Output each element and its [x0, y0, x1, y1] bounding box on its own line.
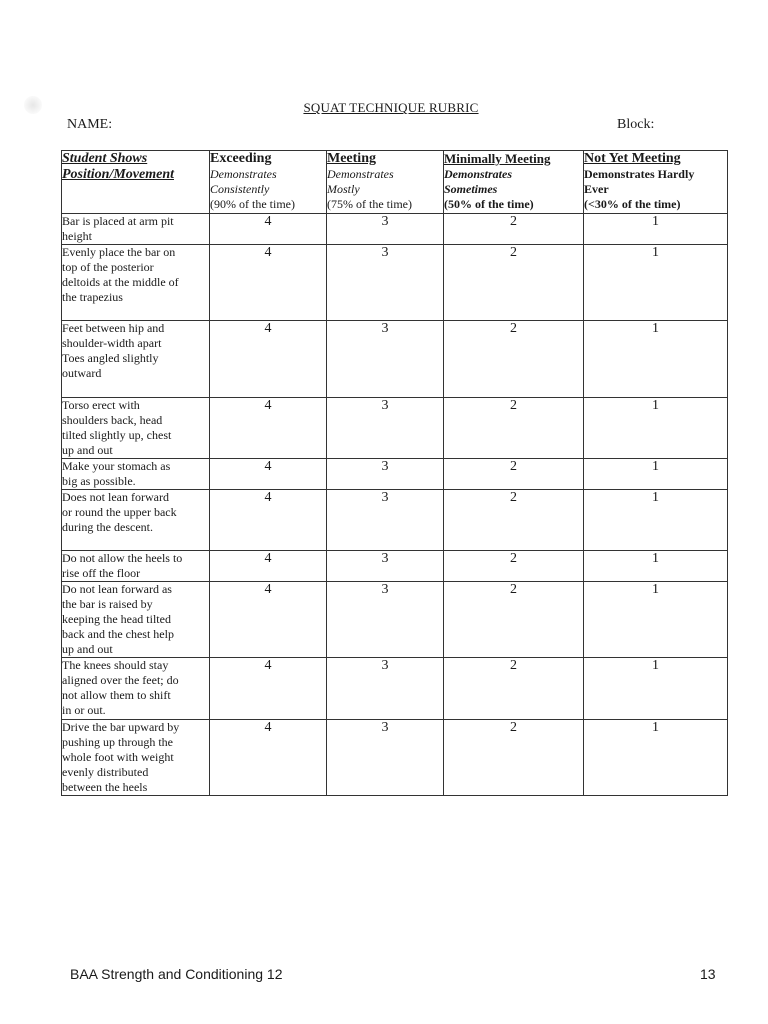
criterion-line: Make your stomach as: [62, 459, 171, 473]
rubric-header-row: [62, 151, 728, 214]
criterion-line: shoulders back, head: [62, 413, 163, 427]
score-cell: 2: [444, 582, 584, 658]
header-not-yet-meeting: [584, 151, 728, 214]
score-cell: 4: [210, 720, 327, 796]
criterion-cell: [62, 551, 210, 582]
criterion-line: pushing up through the: [62, 735, 173, 749]
score-cell: 1: [584, 321, 728, 398]
score-cell: 4: [210, 459, 327, 490]
score-cell: 1: [584, 582, 728, 658]
score-cell: 1: [584, 214, 728, 245]
score-cell: 1: [584, 658, 728, 720]
criterion-line: not allow them to shift: [62, 688, 171, 702]
criterion-line: height: [62, 229, 92, 243]
score-cell: 1: [584, 490, 728, 551]
score-cell: 2: [444, 490, 584, 551]
header-meeting: [327, 151, 444, 214]
criterion-cell: [62, 321, 210, 398]
rubric-body: [62, 214, 728, 796]
table-row: [62, 459, 728, 490]
header-title: Student Shows Position/Movement: [62, 151, 174, 182]
score-cell: 4: [210, 245, 327, 321]
criterion-line: the trapezius: [62, 290, 123, 304]
score-cell: 2: [444, 459, 584, 490]
criterion-cell: [62, 658, 210, 720]
footer-page-number: 13: [700, 966, 716, 982]
criterion-line: tilted slightly up, chest: [62, 428, 172, 442]
score-cell: 2: [444, 551, 584, 582]
table-row: [62, 490, 728, 551]
score-cell: 1: [584, 398, 728, 459]
criterion-line: Toes angled slightly: [62, 351, 159, 365]
table-row: [62, 398, 728, 459]
score-cell: 4: [210, 398, 327, 459]
header-criteria: [62, 151, 210, 214]
header-desc: Sometimes: [444, 182, 498, 196]
score-cell: 3: [327, 720, 444, 796]
header-title: Meeting: [327, 151, 376, 166]
table-row: [62, 720, 728, 796]
criterion-line: Do not lean forward as: [62, 582, 172, 596]
table-row: [62, 551, 728, 582]
name-label: NAME:: [67, 117, 113, 132]
header-title: Exceeding: [210, 151, 272, 166]
criterion-line: during the descent.: [62, 520, 153, 534]
score-cell: 2: [444, 321, 584, 398]
criterion-line: between the heels: [62, 780, 148, 794]
score-cell: 4: [210, 321, 327, 398]
header-exceeding: [210, 151, 327, 214]
header-desc: Demonstrates: [327, 167, 394, 181]
score-cell: 3: [327, 658, 444, 720]
criterion-cell: [62, 245, 210, 321]
score-cell: 2: [444, 398, 584, 459]
header-minimally-meeting: [444, 151, 584, 214]
criterion-line: Torso erect with: [62, 398, 140, 412]
rubric-table: [61, 150, 728, 796]
score-cell: 4: [210, 582, 327, 658]
header-desc: Mostly: [327, 182, 360, 196]
score-cell: 3: [327, 459, 444, 490]
criterion-line: Do not allow the heels to: [62, 551, 183, 565]
criterion-line: Does not lean forward: [62, 490, 169, 504]
criterion-line: in or out.: [62, 703, 106, 717]
score-cell: 2: [444, 214, 584, 245]
header-desc: Demonstrates: [444, 167, 513, 181]
score-cell: 3: [327, 321, 444, 398]
criterion-line: up and out: [62, 443, 113, 457]
score-cell: 3: [327, 245, 444, 321]
criterion-cell: [62, 582, 210, 658]
criterion-line: up and out: [62, 642, 113, 656]
criterion-line: shoulder-width apart: [62, 336, 162, 350]
score-cell: 2: [444, 658, 584, 720]
table-row: [62, 582, 728, 658]
criterion-line: deltoids at the middle of: [62, 275, 179, 289]
footer-course: BAA Strength and Conditioning 12: [70, 966, 283, 982]
criterion-line: whole foot with weight: [62, 750, 174, 764]
header-title: Minimally Meeting: [444, 151, 551, 166]
score-cell: 3: [327, 398, 444, 459]
criterion-cell: [62, 214, 210, 245]
table-row: [62, 214, 728, 245]
criterion-cell: [62, 490, 210, 551]
header-desc: Demonstrates Hardly: [584, 167, 695, 181]
header-percent: (90% of the time): [210, 197, 295, 211]
header-desc: Ever: [584, 182, 609, 196]
criterion-line: Bar is placed at arm pit: [62, 214, 174, 228]
score-cell: 4: [210, 658, 327, 720]
criterion-line: or round the upper back: [62, 505, 177, 519]
criterion-line: rise off the floor: [62, 566, 141, 580]
criterion-line: evenly distributed: [62, 765, 149, 779]
score-cell: 1: [584, 245, 728, 321]
criterion-line: Drive the bar upward by: [62, 720, 180, 734]
table-row: [62, 321, 728, 398]
criterion-cell: [62, 398, 210, 459]
score-cell: 1: [584, 720, 728, 796]
table-row: [62, 245, 728, 321]
criterion-line: keeping the head tilted: [62, 612, 171, 626]
criterion-line: big as possible.: [62, 474, 136, 488]
criterion-line: aligned over the feet; do: [62, 673, 179, 687]
score-cell: 2: [444, 245, 584, 321]
criterion-cell: [62, 459, 210, 490]
score-cell: 4: [210, 214, 327, 245]
block-label: Block:: [617, 117, 655, 132]
header-desc: Demonstrates: [210, 167, 277, 181]
criterion-line: the bar is raised by: [62, 597, 153, 611]
header-percent: (<30% of the time): [584, 197, 681, 211]
score-cell: 1: [584, 459, 728, 490]
criterion-line: The knees should stay: [62, 658, 169, 672]
score-cell: 4: [210, 551, 327, 582]
score-cell: 3: [327, 214, 444, 245]
criterion-line: back and the chest help: [62, 627, 174, 641]
page-title: SQUAT TECHNIQUE RUBRIC: [303, 100, 479, 115]
criterion-line: Evenly place the bar on: [62, 245, 176, 259]
criterion-line: outward: [62, 366, 102, 380]
criterion-line: top of the posterior: [62, 260, 154, 274]
criterion-cell: [62, 720, 210, 796]
header-desc: Consistently: [210, 182, 270, 196]
score-cell: 3: [327, 490, 444, 551]
score-cell: 3: [327, 582, 444, 658]
score-cell: 2: [444, 720, 584, 796]
criterion-line: Feet between hip and: [62, 321, 165, 335]
score-cell: 1: [584, 551, 728, 582]
table-row: [62, 658, 728, 720]
header-percent: (50% of the time): [444, 197, 534, 211]
score-cell: 3: [327, 551, 444, 582]
header-title: Not Yet Meeting: [584, 151, 681, 166]
header-percent: (75% of the time): [327, 197, 412, 211]
score-cell: 4: [210, 490, 327, 551]
